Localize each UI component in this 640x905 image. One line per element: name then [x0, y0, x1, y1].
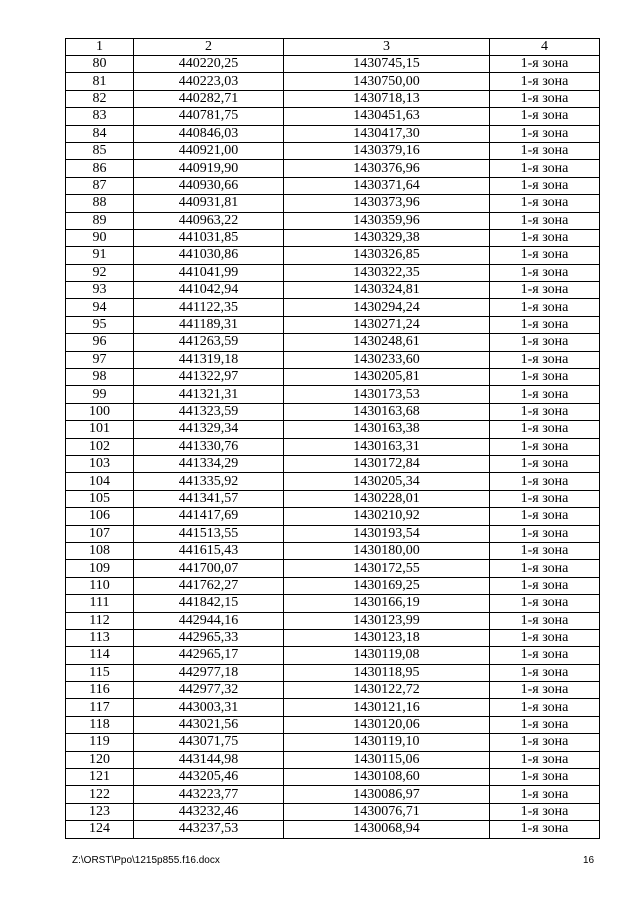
y-coordinate-cell: 1430166,19	[284, 595, 490, 612]
zone-cell: 1-я зона	[490, 751, 600, 768]
zone-cell: 1-я зона	[490, 595, 600, 612]
header-cell-4: 4	[490, 39, 600, 56]
table-row	[66, 612, 600, 629]
x-coordinate-cell: 441321,31	[134, 386, 284, 403]
point-number-cell: 120	[66, 751, 134, 768]
point-number-cell: 124	[66, 821, 134, 838]
y-coordinate-cell: 1430180,00	[284, 542, 490, 559]
point-number-cell: 108	[66, 542, 134, 559]
table-row	[66, 56, 600, 73]
y-coordinate-cell: 1430326,85	[284, 247, 490, 264]
x-coordinate-cell: 441341,57	[134, 490, 284, 507]
zone-cell: 1-я зона	[490, 195, 600, 212]
y-coordinate-cell: 1430379,16	[284, 142, 490, 159]
point-number-cell: 110	[66, 577, 134, 594]
x-coordinate-cell: 441322,97	[134, 369, 284, 386]
x-coordinate-cell: 441615,43	[134, 542, 284, 559]
y-coordinate-cell: 1430371,64	[284, 177, 490, 194]
y-coordinate-cell: 1430121,16	[284, 699, 490, 716]
y-coordinate-cell: 1430120,06	[284, 716, 490, 733]
y-coordinate-cell: 1430324,81	[284, 282, 490, 299]
point-number-cell: 96	[66, 334, 134, 351]
x-coordinate-cell: 441762,27	[134, 577, 284, 594]
x-coordinate-cell: 443223,77	[134, 786, 284, 803]
x-coordinate-cell: 442944,16	[134, 612, 284, 629]
y-coordinate-cell: 1430173,53	[284, 386, 490, 403]
x-coordinate-cell: 442977,32	[134, 682, 284, 699]
zone-cell: 1-я зона	[490, 421, 600, 438]
x-coordinate-cell: 441842,15	[134, 595, 284, 612]
point-number-cell: 116	[66, 682, 134, 699]
zone-cell: 1-я зона	[490, 56, 600, 73]
zone-cell: 1-я зона	[490, 699, 600, 716]
y-coordinate-cell: 1430115,06	[284, 751, 490, 768]
point-number-cell: 98	[66, 369, 134, 386]
point-number-cell: 100	[66, 403, 134, 420]
zone-cell: 1-я зона	[490, 664, 600, 681]
zone-cell: 1-я зона	[490, 247, 600, 264]
table-row	[66, 177, 600, 194]
zone-cell: 1-я зона	[490, 212, 600, 229]
table-row	[66, 455, 600, 472]
table-row	[66, 682, 600, 699]
point-number-cell: 82	[66, 90, 134, 107]
x-coordinate-cell: 443205,46	[134, 769, 284, 786]
zone-cell: 1-я зона	[490, 73, 600, 90]
x-coordinate-cell: 440921,00	[134, 142, 284, 159]
x-coordinate-cell: 441030,86	[134, 247, 284, 264]
zone-cell: 1-я зона	[490, 716, 600, 733]
y-coordinate-cell: 1430193,54	[284, 525, 490, 542]
point-number-cell: 91	[66, 247, 134, 264]
y-coordinate-cell: 1430172,84	[284, 455, 490, 472]
zone-cell: 1-я зона	[490, 629, 600, 646]
table-row	[66, 508, 600, 525]
zone-cell: 1-я зона	[490, 229, 600, 246]
y-coordinate-cell: 1430322,35	[284, 264, 490, 281]
table-row	[66, 369, 600, 386]
x-coordinate-cell: 443232,46	[134, 803, 284, 820]
table-row	[66, 299, 600, 316]
y-coordinate-cell: 1430294,24	[284, 299, 490, 316]
table-row	[66, 264, 600, 281]
x-coordinate-cell: 441700,07	[134, 560, 284, 577]
zone-cell: 1-я зона	[490, 803, 600, 820]
point-number-cell: 101	[66, 421, 134, 438]
table-row	[66, 316, 600, 333]
y-coordinate-cell: 1430172,55	[284, 560, 490, 577]
point-number-cell: 117	[66, 699, 134, 716]
zone-cell: 1-я зона	[490, 351, 600, 368]
zone-cell: 1-я зона	[490, 734, 600, 751]
point-number-cell: 105	[66, 490, 134, 507]
y-coordinate-cell: 1430210,92	[284, 508, 490, 525]
footer-page-number: 16	[583, 855, 595, 866]
point-number-cell: 115	[66, 664, 134, 681]
point-number-cell: 113	[66, 629, 134, 646]
y-coordinate-cell: 1430163,31	[284, 438, 490, 455]
zone-cell: 1-я зона	[490, 821, 600, 838]
y-coordinate-cell: 1430068,94	[284, 821, 490, 838]
x-coordinate-cell: 441417,69	[134, 508, 284, 525]
zone-cell: 1-я зона	[490, 316, 600, 333]
point-number-cell: 87	[66, 177, 134, 194]
x-coordinate-cell: 441334,29	[134, 455, 284, 472]
table-row	[66, 647, 600, 664]
y-coordinate-cell: 1430417,30	[284, 125, 490, 142]
x-coordinate-cell: 442965,33	[134, 629, 284, 646]
zone-cell: 1-я зона	[490, 264, 600, 281]
zone-cell: 1-я зона	[490, 177, 600, 194]
table-row	[66, 664, 600, 681]
table-row	[66, 247, 600, 264]
table-row	[66, 438, 600, 455]
zone-cell: 1-я зона	[490, 577, 600, 594]
header-cell-2: 2	[134, 39, 284, 56]
x-coordinate-cell: 441263,59	[134, 334, 284, 351]
zone-cell: 1-я зона	[490, 125, 600, 142]
point-number-cell: 111	[66, 595, 134, 612]
table-row	[66, 803, 600, 820]
table-row	[66, 560, 600, 577]
y-coordinate-cell: 1430376,96	[284, 160, 490, 177]
y-coordinate-cell: 1430122,72	[284, 682, 490, 699]
zone-cell: 1-я зона	[490, 299, 600, 316]
header-cell-1: 1	[66, 39, 134, 56]
y-coordinate-cell: 1430205,81	[284, 369, 490, 386]
y-coordinate-cell: 1430123,99	[284, 612, 490, 629]
point-number-cell: 93	[66, 282, 134, 299]
zone-cell: 1-я зона	[490, 369, 600, 386]
x-coordinate-cell: 440931,81	[134, 195, 284, 212]
table-row	[66, 542, 600, 559]
point-number-cell: 99	[66, 386, 134, 403]
x-coordinate-cell: 443144,98	[134, 751, 284, 768]
y-coordinate-cell: 1430373,96	[284, 195, 490, 212]
zone-cell: 1-я зона	[490, 473, 600, 490]
table-row	[66, 821, 600, 838]
footer-file-path: Z:\ORST\Ppo\1215p855.f16.docx	[72, 855, 220, 866]
table-row	[66, 595, 600, 612]
point-number-cell: 121	[66, 769, 134, 786]
table-row	[66, 734, 600, 751]
x-coordinate-cell: 441513,55	[134, 525, 284, 542]
point-number-cell: 81	[66, 73, 134, 90]
table-row	[66, 282, 600, 299]
table-row	[66, 160, 600, 177]
table-row	[66, 699, 600, 716]
x-coordinate-cell: 441329,34	[134, 421, 284, 438]
table-row	[66, 229, 600, 246]
point-number-cell: 85	[66, 142, 134, 159]
table-row	[66, 577, 600, 594]
y-coordinate-cell: 1430118,95	[284, 664, 490, 681]
table-header-row	[66, 39, 600, 56]
point-number-cell: 119	[66, 734, 134, 751]
x-coordinate-cell: 441041,99	[134, 264, 284, 281]
y-coordinate-cell: 1430119,10	[284, 734, 490, 751]
y-coordinate-cell: 1430163,68	[284, 403, 490, 420]
y-coordinate-cell: 1430086,97	[284, 786, 490, 803]
point-number-cell: 90	[66, 229, 134, 246]
y-coordinate-cell: 1430451,63	[284, 108, 490, 125]
table-row	[66, 108, 600, 125]
table-row	[66, 490, 600, 507]
zone-cell: 1-я зона	[490, 386, 600, 403]
point-number-cell: 112	[66, 612, 134, 629]
point-number-cell: 88	[66, 195, 134, 212]
x-coordinate-cell: 441335,92	[134, 473, 284, 490]
zone-cell: 1-я зона	[490, 142, 600, 159]
table-row	[66, 142, 600, 159]
point-number-cell: 103	[66, 455, 134, 472]
point-number-cell: 97	[66, 351, 134, 368]
point-number-cell: 102	[66, 438, 134, 455]
x-coordinate-cell: 442977,18	[134, 664, 284, 681]
x-coordinate-cell: 440963,22	[134, 212, 284, 229]
x-coordinate-cell: 443021,56	[134, 716, 284, 733]
zone-cell: 1-я зона	[490, 508, 600, 525]
zone-cell: 1-я зона	[490, 490, 600, 507]
table-row	[66, 403, 600, 420]
x-coordinate-cell: 441042,94	[134, 282, 284, 299]
table-body	[66, 39, 600, 839]
point-number-cell: 114	[66, 647, 134, 664]
zone-cell: 1-я зона	[490, 455, 600, 472]
y-coordinate-cell: 1430119,08	[284, 647, 490, 664]
zone-cell: 1-я зона	[490, 160, 600, 177]
point-number-cell: 92	[66, 264, 134, 281]
y-coordinate-cell: 1430329,38	[284, 229, 490, 246]
y-coordinate-cell: 1430076,71	[284, 803, 490, 820]
point-number-cell: 89	[66, 212, 134, 229]
y-coordinate-cell: 1430718,13	[284, 90, 490, 107]
point-number-cell: 109	[66, 560, 134, 577]
x-coordinate-cell: 441323,59	[134, 403, 284, 420]
x-coordinate-cell: 441319,18	[134, 351, 284, 368]
header-cell-3: 3	[284, 39, 490, 56]
y-coordinate-cell: 1430233,60	[284, 351, 490, 368]
zone-cell: 1-я зона	[490, 612, 600, 629]
x-coordinate-cell: 443237,53	[134, 821, 284, 838]
table-row	[66, 351, 600, 368]
table-row	[66, 334, 600, 351]
zone-cell: 1-я зона	[490, 647, 600, 664]
table-row	[66, 716, 600, 733]
x-coordinate-cell: 443003,31	[134, 699, 284, 716]
y-coordinate-cell: 1430108,60	[284, 769, 490, 786]
y-coordinate-cell: 1430228,01	[284, 490, 490, 507]
y-coordinate-cell: 1430169,25	[284, 577, 490, 594]
zone-cell: 1-я зона	[490, 403, 600, 420]
table-row	[66, 629, 600, 646]
zone-cell: 1-я зона	[490, 682, 600, 699]
point-number-cell: 123	[66, 803, 134, 820]
point-number-cell: 80	[66, 56, 134, 73]
zone-cell: 1-я зона	[490, 786, 600, 803]
zone-cell: 1-я зона	[490, 282, 600, 299]
table-row	[66, 386, 600, 403]
table-row	[66, 786, 600, 803]
point-number-cell: 86	[66, 160, 134, 177]
zone-cell: 1-я зона	[490, 108, 600, 125]
zone-cell: 1-я зона	[490, 438, 600, 455]
y-coordinate-cell: 1430123,18	[284, 629, 490, 646]
point-number-cell: 122	[66, 786, 134, 803]
table-row	[66, 125, 600, 142]
table-row	[66, 751, 600, 768]
x-coordinate-cell: 443071,75	[134, 734, 284, 751]
point-number-cell: 95	[66, 316, 134, 333]
x-coordinate-cell: 440930,66	[134, 177, 284, 194]
y-coordinate-cell: 1430745,15	[284, 56, 490, 73]
x-coordinate-cell: 441189,31	[134, 316, 284, 333]
zone-cell: 1-я зона	[490, 542, 600, 559]
x-coordinate-cell: 440846,03	[134, 125, 284, 142]
point-number-cell: 118	[66, 716, 134, 733]
x-coordinate-cell: 441031,85	[134, 229, 284, 246]
point-number-cell: 84	[66, 125, 134, 142]
table-row	[66, 73, 600, 90]
point-number-cell: 94	[66, 299, 134, 316]
zone-cell: 1-я зона	[490, 334, 600, 351]
y-coordinate-cell: 1430750,00	[284, 73, 490, 90]
zone-cell: 1-я зона	[490, 769, 600, 786]
zone-cell: 1-я зона	[490, 90, 600, 107]
point-number-cell: 106	[66, 508, 134, 525]
y-coordinate-cell: 1430359,96	[284, 212, 490, 229]
point-number-cell: 83	[66, 108, 134, 125]
x-coordinate-cell: 440220,25	[134, 56, 284, 73]
x-coordinate-cell: 442965,17	[134, 647, 284, 664]
x-coordinate-cell: 441122,35	[134, 299, 284, 316]
table-row	[66, 195, 600, 212]
table-row	[66, 90, 600, 107]
table-row	[66, 421, 600, 438]
y-coordinate-cell: 1430163,38	[284, 421, 490, 438]
zone-cell: 1-я зона	[490, 525, 600, 542]
point-number-cell: 104	[66, 473, 134, 490]
x-coordinate-cell: 440781,75	[134, 108, 284, 125]
table-row	[66, 212, 600, 229]
x-coordinate-cell: 440282,71	[134, 90, 284, 107]
x-coordinate-cell: 440223,03	[134, 73, 284, 90]
table-row	[66, 769, 600, 786]
coordinates-table	[65, 38, 600, 839]
y-coordinate-cell: 1430271,24	[284, 316, 490, 333]
x-coordinate-cell: 440919,90	[134, 160, 284, 177]
y-coordinate-cell: 1430248,61	[284, 334, 490, 351]
y-coordinate-cell: 1430205,34	[284, 473, 490, 490]
point-number-cell: 107	[66, 525, 134, 542]
table-row	[66, 525, 600, 542]
x-coordinate-cell: 441330,76	[134, 438, 284, 455]
table-row	[66, 473, 600, 490]
zone-cell: 1-я зона	[490, 560, 600, 577]
